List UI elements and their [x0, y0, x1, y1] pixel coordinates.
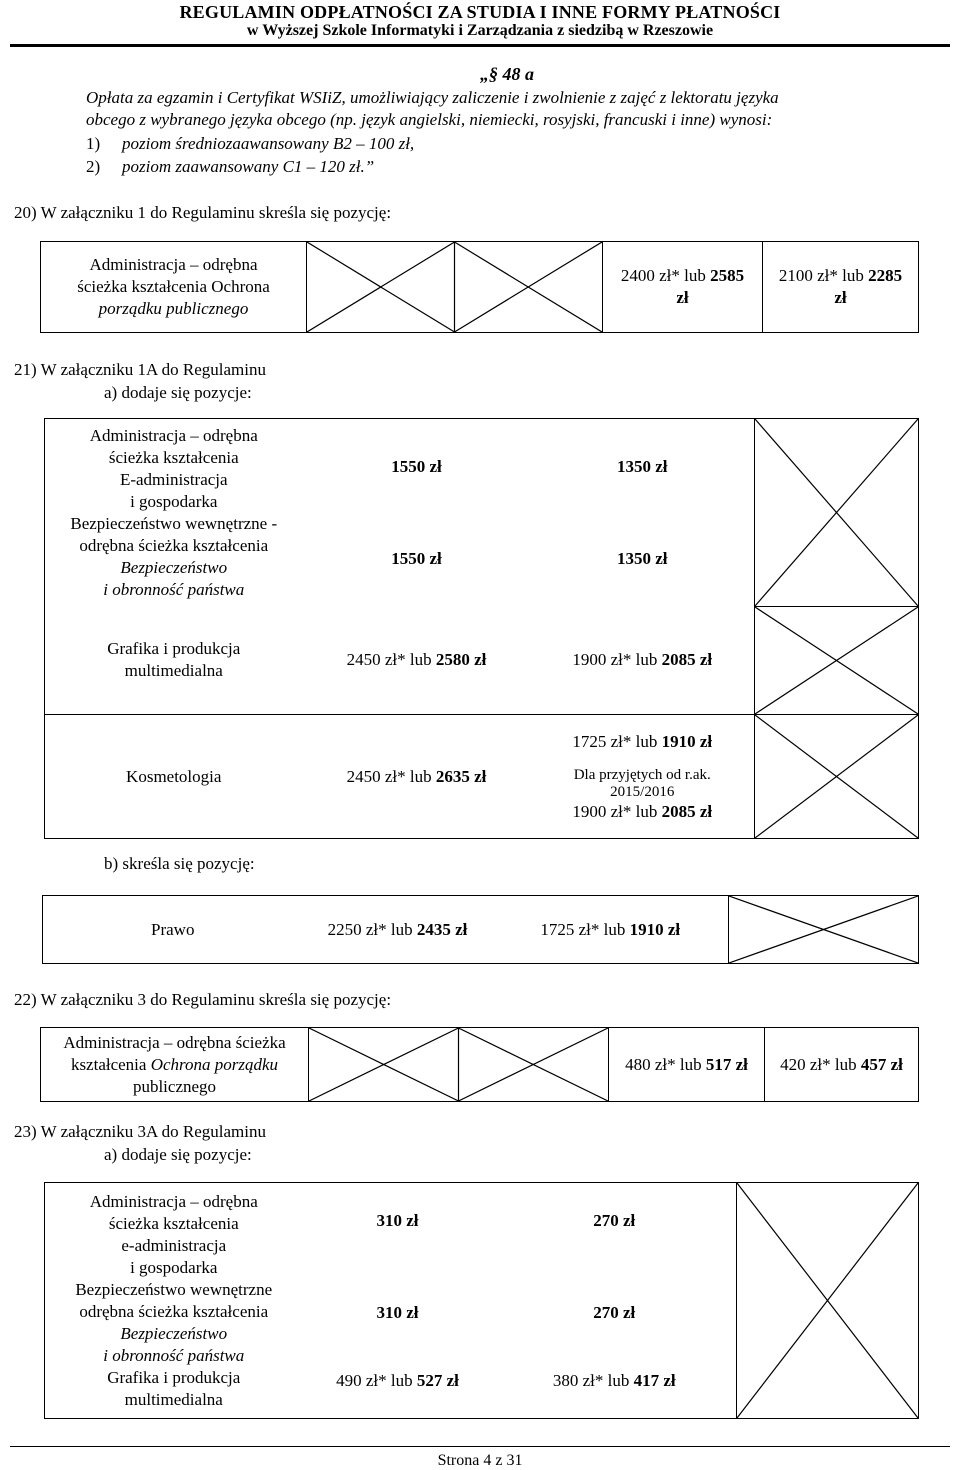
- table-cell: Kosmetologia: [45, 715, 303, 839]
- table-cell: 420 zł* lub 457 zł: [765, 1028, 919, 1102]
- section-23-heading: 23) W załączniku 3A do Regulaminu: [14, 1122, 266, 1141]
- table-cell: 310 zł 310 zł 490 zł* lub 527 zł: [303, 1183, 493, 1419]
- crossed-cell: [755, 419, 919, 607]
- table-s21b: [42, 895, 919, 964]
- footer-rule: [10, 1446, 950, 1447]
- crossed-cell: [737, 1183, 919, 1419]
- table-cell: 1550 zł 1550 zł: [303, 419, 531, 607]
- table-cell: Prawo: [43, 896, 303, 964]
- section-21-sub-b: b) skreśla się pozycję:: [104, 854, 255, 873]
- document-header-subtitle: w Wyższej Szkole Informatyki i Zarządzania z siedzibą w Rzeszowie: [246, 22, 714, 39]
- table-cell: 480 zł* lub 517 zł: [609, 1028, 765, 1102]
- section-23-sub-a: a) dodaje się pozycje:: [104, 1145, 252, 1164]
- table-cell: 2100 zł* lub 2285 zł: [763, 242, 919, 333]
- page-number: Strona 4 z 31: [437, 1452, 523, 1469]
- table-cell: Administracja – odrębna ścieżka kształcenia E-administracja i gospodarka Bezpieczeństwo wewnętrzne - odrębna ścieżka kształcenia Bezpieczeństwo i obronność państwa: [45, 419, 303, 607]
- crossed-cell: [307, 242, 603, 333]
- table-cell: 2450 zł* lub 2635 zł: [303, 715, 531, 839]
- crossed-cell: [755, 715, 919, 839]
- table-cell: Administracja – odrębna ścieżka kształcenia Ochrona porządku publicznego: [41, 1028, 309, 1102]
- list-item-text: poziom zaawansowany C1 – 120 zł.”: [122, 157, 375, 176]
- table-s21a: [44, 418, 919, 839]
- table-cell: 270 zł 270 zł 380 zł* lub 417 zł: [493, 1183, 737, 1419]
- table-s22: [40, 1027, 919, 1102]
- table-cell: 1900 zł* lub 2085 zł: [531, 607, 755, 715]
- section-48a-line1: Opłata za egzamin i Certyfikat WSIiZ, umożliwiający zaliczenie i zwolnienie z zajęć z lektoratu języka: [86, 88, 779, 107]
- section-20-heading: 20) W załączniku 1 do Regulaminu skreśla się pozycję:: [14, 203, 392, 222]
- section-22-heading: 22) W załączniku 3 do Regulaminu skreśla się pozycję:: [14, 990, 392, 1009]
- list-item-text: poziom średniozaawansowany B2 – 100 zł,: [122, 134, 415, 153]
- table-cell: Administracja – odrębna ścieżka kształcenia Ochrona porządku publicznego: [41, 242, 307, 333]
- table-cell: Grafika i produkcja multimedialna: [45, 607, 303, 715]
- table-s23: [44, 1182, 919, 1419]
- section-48a-title: „§ 48 a: [480, 64, 534, 84]
- table-cell: 1725 zł* lub 1910 zł Dla przyjętych od r.ak. 2015/2016 1900 zł* lub 2085 zł: [531, 715, 755, 839]
- table-s20: [40, 241, 919, 333]
- table-cell: 2450 zł* lub 2580 zł: [303, 607, 531, 715]
- section-48a-line2: obcego z wybranego języka obcego (np. język angielski, niemiecki, rosyjski, francuski i inne) wynosi:: [86, 110, 773, 129]
- document-header-title: REGULAMIN ODPŁATNOŚCI ZA STUDIA I INNE FORMY PŁATNOŚCI: [179, 2, 781, 22]
- table-cell: 1725 zł* lub 1910 zł: [493, 896, 729, 964]
- crossed-cell: [309, 1028, 609, 1102]
- table-cell: 2250 zł* lub 2435 zł: [303, 896, 493, 964]
- table-cell: Administracja – odrębna ścieżka kształcenia e-administracja i gospodarka Bezpieczeństwo wewnętrzne odrębna ścieżka kształcenia Bezpieczeństwo i obronność państwa Grafika i produkcja multimedialna: [45, 1183, 303, 1419]
- section-21-sub-a: a) dodaje się pozycje:: [104, 383, 252, 402]
- crossed-cell: [755, 607, 919, 715]
- header-rule: [10, 44, 950, 47]
- section-21-heading: 21) W załączniku 1A do Regulaminu: [14, 360, 266, 379]
- list-item-number: 2): [86, 157, 101, 176]
- table-cell: 2400 zł* lub 2585 zł: [603, 242, 763, 333]
- list-item-number: 1): [86, 134, 101, 153]
- table-cell: 1350 zł 1350 zł: [531, 419, 755, 607]
- crossed-cell: [729, 896, 919, 964]
